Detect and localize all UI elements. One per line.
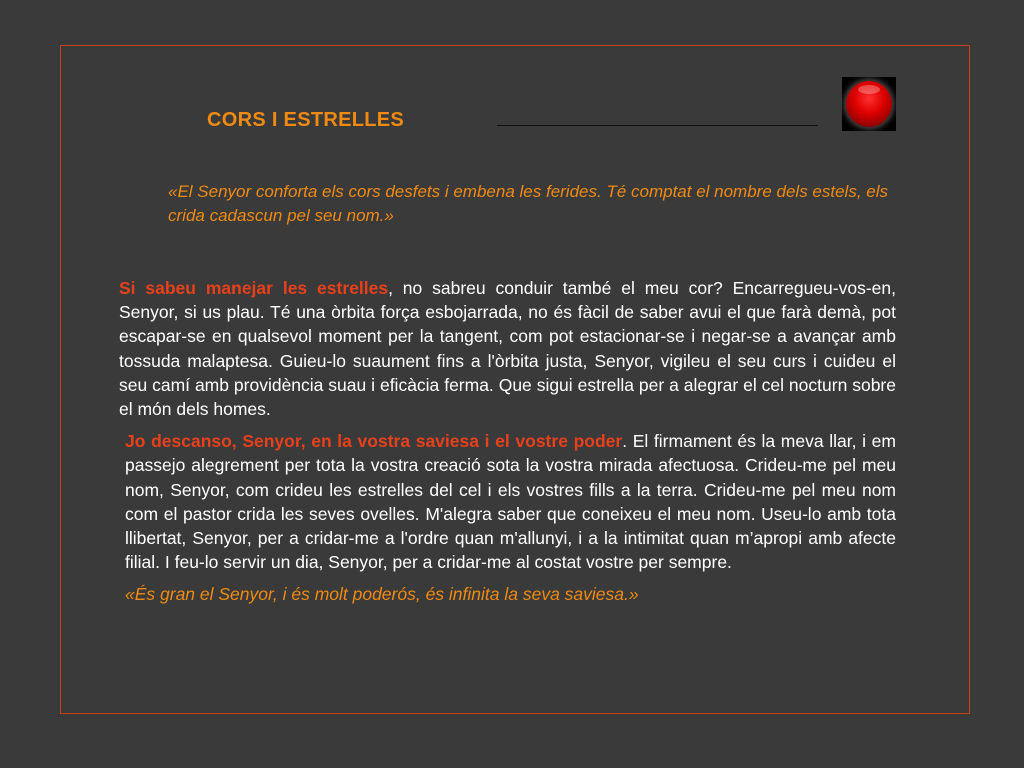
title-underline-rule [497, 125, 818, 126]
paragraph-1-highlight: Si sabeu manejar les estrelles [119, 278, 389, 298]
paragraph-1 [119, 276, 896, 421]
body-text [119, 276, 896, 615]
red-orb-icon [842, 77, 896, 131]
opening-quote: «El Senyor conforta els cors desfets i embena les ferides. Té comptat el nombre dels estels, els crida cadascun pel seu nom.» [168, 182, 889, 225]
closing-quote: «És gran el Senyor, i és molt poderós, és infinita la seva saviesa.» [125, 584, 639, 605]
red-orb-shine [858, 85, 880, 94]
page-title: CORS I ESTRELLES [207, 109, 405, 131]
paragraph-2-highlight: Jo descanso, Senyor, en la vostra saviesa i el vostre poder [125, 431, 623, 452]
paragraph-2 [119, 429, 896, 574]
paragraph-2-text: . El firmament és la meva llar, i em passejo alegrement per tota la vostra creació sota la vostra mirada afectuosa. Crideu-me pel meu nom, Senyor, com crideu les estrelles del cel i els vostres fills a la terra. Crideu-me pel meu nom com el pastor crida les seves ovelles. M'alegra saber que coneixeu el meu nom. Useu-lo amb tota llibertat, Senyor, per a cridar-me a l'ordre quan m'allunyi, i a la intimitat quan m’apropi amb afecte filial. I feu-lo servir un dia, Senyor, per a cridar-me al costat vostre per sempre. [125, 431, 896, 573]
paragraph-1-text: , no sabreu conduir també el meu cor? Encarregueu-vos-en, Senyor, si us plau. Té una òrbita força esbojarrada, no és fàcil de saber avui el que farà demà, pot escapar-se en qualsevol moment per la tangent, com pot estacionar-se i negar-se a avançar amb tossuda malaptesa. Guieu-lo suaument fins a l'òrbita justa, Senyor, vigileu el seu curs i cuideu el seu camí amb providència suau i eficàcia ferma. Que sigui estrella per a alegrar el cel nocturn sobre el món dels homes. [119, 278, 896, 420]
